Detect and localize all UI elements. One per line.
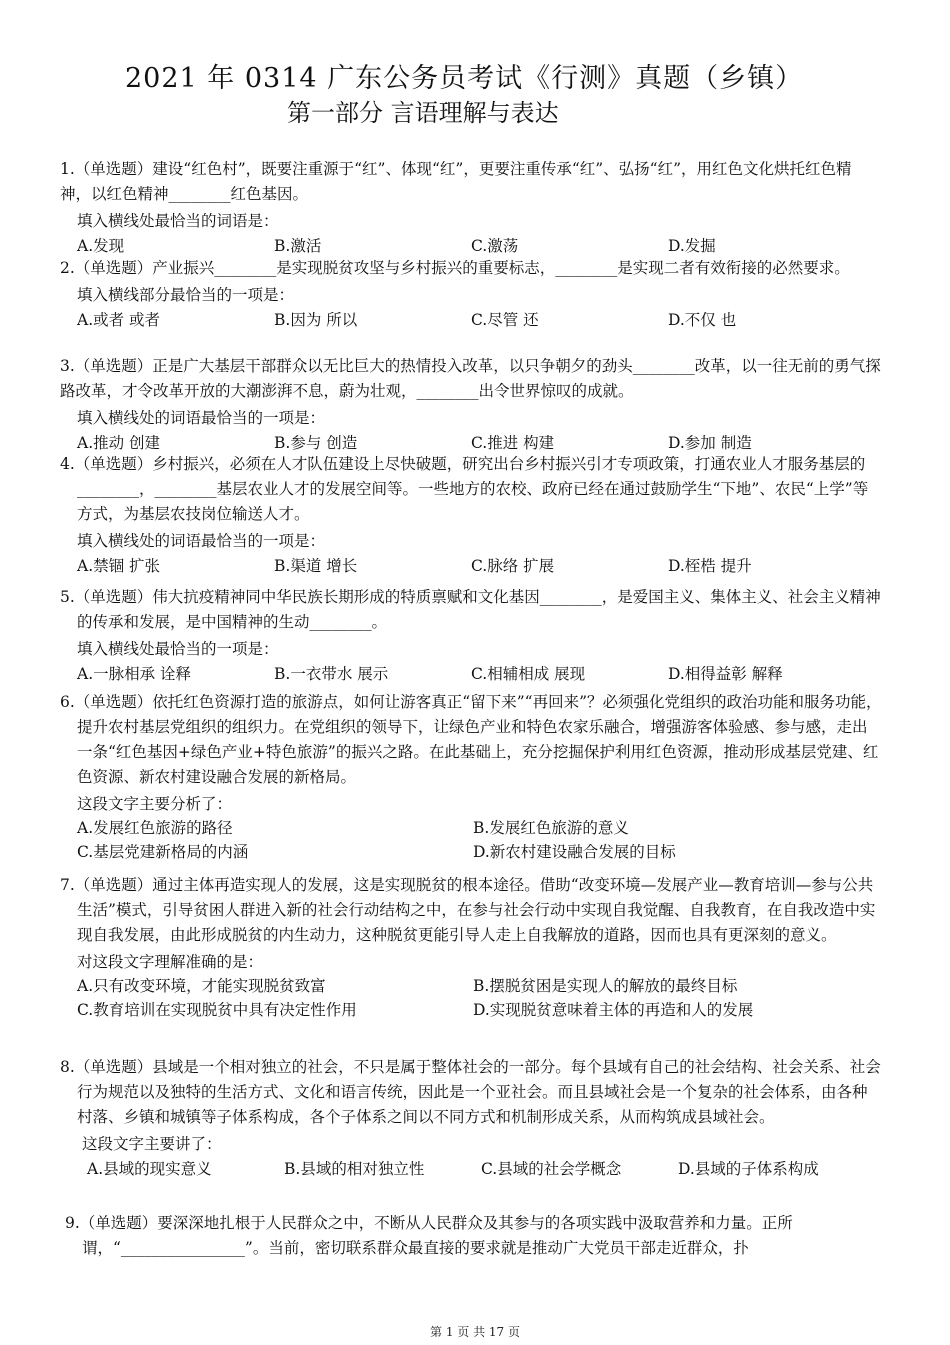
question-8 [0,1055,950,1182]
option-list [0,308,950,333]
option-d[interactable]: D.新农村建设融合发展的目标 [473,843,676,861]
option-d[interactable]: D.县域的子体系构成 [678,1160,819,1178]
question-prompt: 对这段文字理解准确的是： [77,953,264,971]
question-stem: 6.（单选题）依托红色资源打造的旅游点，如何让游客真正“留下来”“再回来”？必须强化党组织的政治功能和服务功能，提升农村基层党组织的组织力。在党组织的领导下，让绿色产业和特色农家乐融合，增强游客体验感、参与感，走出一条“红色基因+绿色产业+特色旅游”的振兴之路。在此基础上，充分挖掘保护利用红色资源，推动形成基层党建、红色资源、新农村建设融合发展的新格局。 [60,693,882,786]
question-stem: 9.（单选题）要深深地扎根于人民群众之中，不断从人民群众及其参与的各项实践中汲取营养和力量。正所谓，“________________”。当前，密切联系群众最直接的要求就是推动广大党员干部走近群众，扑 [65,1214,793,1257]
option-b[interactable]: B.因为 所以 [274,311,358,329]
option-a[interactable]: A.县域的现实意义 [87,1160,212,1178]
option-c[interactable]: C.县域的社会学概念 [481,1160,622,1178]
option-c[interactable]: C.教育培训在实现脱贫中具有决定性作用 [77,1001,357,1019]
option-c[interactable]: C.激荡 [471,237,519,255]
question-stem: 1.（单选题）建设“红色村”，既要注重源于“红”、体现“红”，更要注重传承“红”、弘扬“红”，用红色文化烘托红色精神，以红色精神________红色基因。 [60,160,852,203]
question-4 [0,452,950,579]
page-title: 2021 年 0314 广东公务员考试《行测》真题（乡镇） [125,63,804,94]
option-b[interactable]: B.发展红色旅游的意义 [473,819,629,837]
option-a[interactable]: A.推动 创建 [77,434,161,452]
option-a[interactable]: A.只有改变环境，才能实现脱贫致富 [77,977,326,995]
page-footer: 第 1 页 共 17 页 [430,1325,520,1339]
option-a[interactable]: A.发现 [77,237,125,255]
question-stem: 4.（单选题）乡村振兴，必须在人才队伍建设上尽快破题，研究出台乡村振兴引才专项政策，打通农业人才服务基层的________，________基层农业人才的发展空间等。一些地方的农校、政府已经在通过鼓励学生“下地”、农民“上学”等方式，为基层农技岗位输送人才。 [60,455,869,523]
option-d[interactable]: D.相得益彰 解释 [668,665,783,683]
question-9 [0,1211,950,1261]
option-d[interactable]: D.参加 制造 [668,434,752,452]
question-prompt: 填入横线处最恰当的一项是： [77,640,279,658]
question-6 [0,690,950,864]
option-c[interactable]: C.基层党建新格局的内涵 [77,843,249,861]
option-list [0,974,950,1022]
question-prompt: 填入横线处最恰当的词语是： [77,212,279,230]
section-title: 第一部分 言语理解与表达 [287,99,559,127]
question-stem: 7.（单选题）通过主体再造实现人的发展，这是实现脱贫的根本途径。借助“改变环境—发展产业—教育培训—参与公共生活”模式，引导贫困人群进入新的社会行动结构之中，在参与社会行动中实现自我觉醒、自我教育，在自我改造中实现自我发展，由此形成脱贫的内生动力，这种脱贫更能引导人走上自我解放的道路，因而也具有更深刻的意义。 [60,876,876,944]
question-3 [0,354,950,456]
question-2 [0,256,950,333]
option-a[interactable]: A.禁锢 扩张 [77,557,161,575]
option-b[interactable]: B.激活 [274,237,322,255]
option-b[interactable]: B.一衣带水 展示 [274,665,389,683]
question-prompt: 填入横线部分最恰当的一项是： [77,286,295,304]
option-d[interactable]: D.不仅 也 [668,311,737,329]
question-prompt: 填入横线处的词语最恰当的一项是： [77,409,326,427]
question-stem: 2.（单选题）产业振兴________是实现脱贫攻坚与乡村振兴的重要标志，________是实现二者有效衔接的必然要求。 [60,259,850,277]
option-list [0,554,950,579]
option-list [0,816,950,864]
option-c[interactable]: C.推进 构建 [471,434,555,452]
option-b[interactable]: B.县域的相对独立性 [284,1160,425,1178]
question-7 [0,873,950,1022]
option-list [0,1157,950,1182]
option-d[interactable]: D.实现脱贫意味着主体的再造和人的发展 [473,1001,754,1019]
option-c[interactable]: C.脉络 扩展 [471,557,555,575]
option-a[interactable]: A.一脉相承 诠释 [77,665,192,683]
question-stem: 5.（单选题）伟大抗疫精神同中华民族长期形成的特质禀赋和文化基因________，是爱国主义、集体主义、社会主义精神的传承和发展，是中国精神的生动________。 [60,588,881,631]
question-prompt: 这段文字主要分析了： [77,795,233,813]
question-1 [0,157,950,259]
question-5 [0,585,950,687]
question-prompt: 填入横线处的词语最恰当的一项是： [77,532,326,550]
option-b[interactable]: B.渠道 增长 [274,557,358,575]
option-d[interactable]: D.桎梏 提升 [668,557,752,575]
question-prompt: 这段文字主要讲了： [82,1135,222,1153]
option-c[interactable]: C.尽管 还 [471,311,539,329]
option-a[interactable]: A.或者 或者 [77,311,161,329]
option-a[interactable]: A.发展红色旅游的路径 [77,819,233,837]
option-list [0,662,950,687]
option-c[interactable]: C.相辅相成 展现 [471,665,586,683]
question-stem: 3.（单选题）正是广大基层干部群众以无比巨大的热情投入改革，以只争朝夕的劲头________改革，以一往无前的勇气探路改革，才令改革开放的大潮澎湃不息，蔚为壮观，________出令世界惊叹的成就。 [60,357,881,400]
option-b[interactable]: B.摆脱贫困是实现人的解放的最终目标 [473,977,738,995]
option-d[interactable]: D.发掘 [668,237,716,255]
option-b[interactable]: B.参与 创造 [274,434,358,452]
question-stem: 8.（单选题）县域是一个相对独立的社会，不只是属于整体社会的一部分。每个县域有自己的社会结构、社会关系、社会行为规范以及独特的生活方式、文化和语言传统，因此是一个亚社会。而且县域社会是一个复杂的社会体系，由各种村落、乡镇和城镇等子体系构成，各个子体系之间以不同方式和机制形成关系，从而构筑成县域社会。 [60,1058,881,1126]
